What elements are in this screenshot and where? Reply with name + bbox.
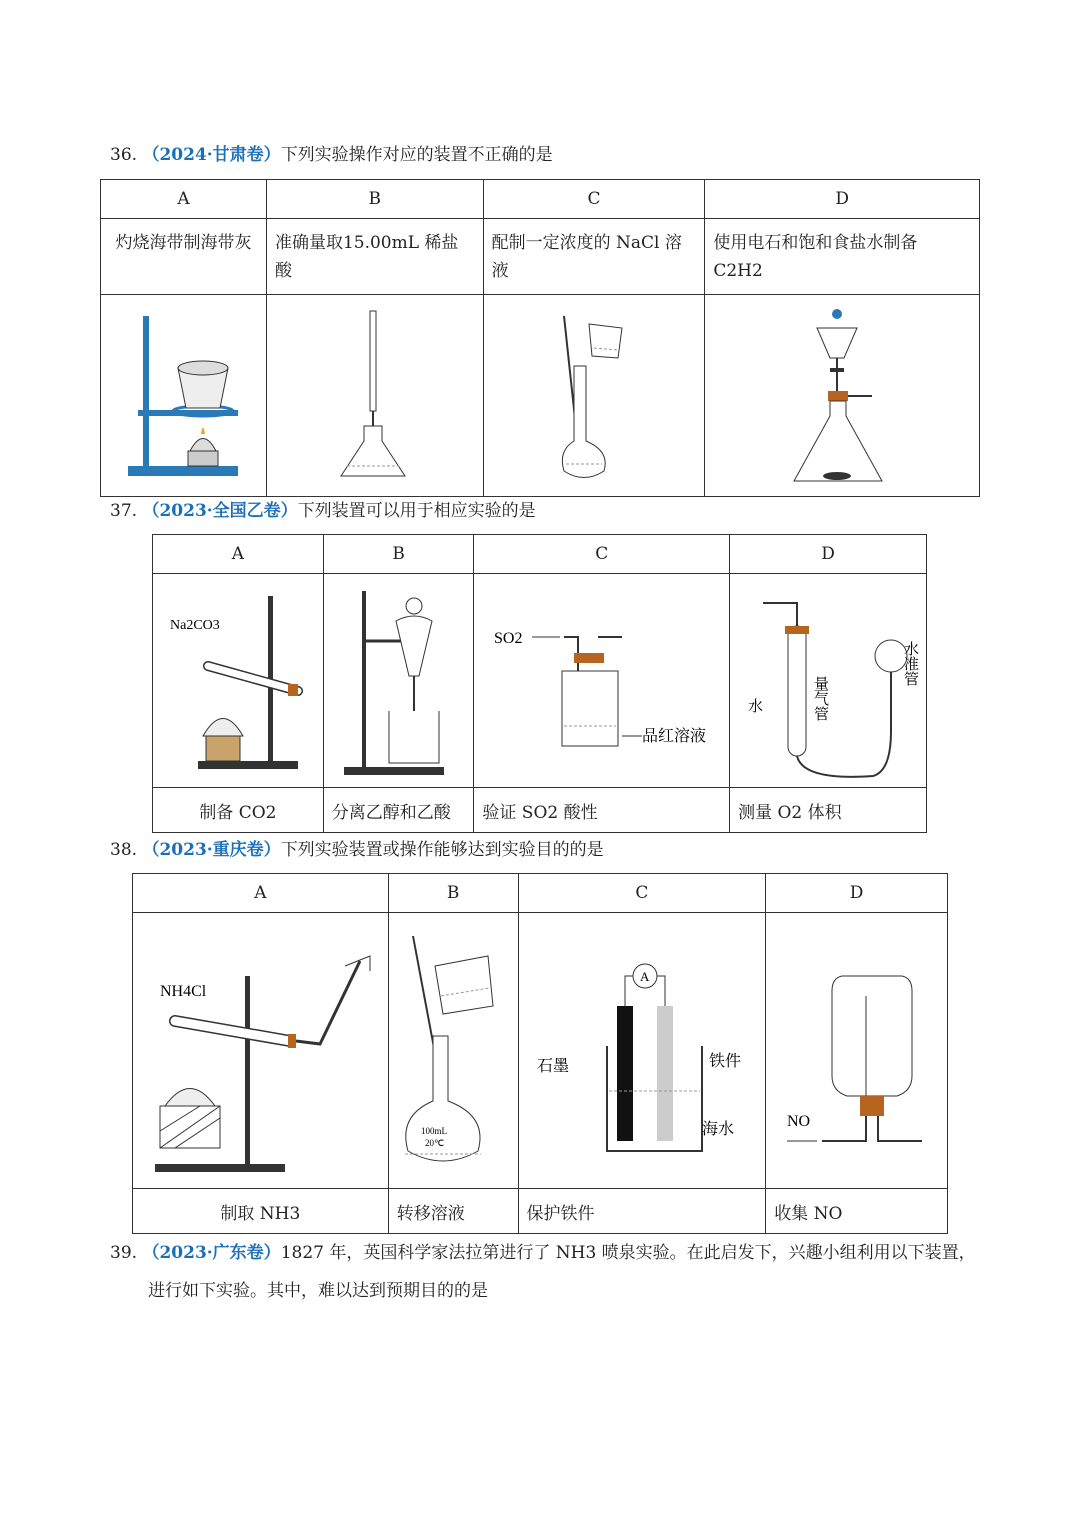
option-b-caption: 转移溶液 <box>388 1189 518 1234</box>
option-d-header: D <box>730 535 927 574</box>
option-c-figure <box>483 295 705 497</box>
option-b-figure <box>266 295 483 497</box>
cathodic-protection-icon <box>527 926 757 1176</box>
gas-washing-bottle-icon <box>482 581 722 781</box>
question-36-stem: 36. （2024·甘肃卷）下列实验操作对应的装置不正确的是 <box>110 145 553 165</box>
crucible-stand-icon <box>108 306 258 486</box>
gas-burette-icon <box>733 581 923 781</box>
option-b-header: B <box>388 874 518 913</box>
figure-label: NO <box>786 1112 810 1130</box>
option-a-header: A <box>153 535 324 574</box>
option-c-caption: 验证 SO2 酸性 <box>474 788 730 833</box>
option-a-caption: 制取 NH3 <box>133 1189 389 1234</box>
question-38-table <box>132 873 948 1234</box>
option-c-header: C <box>518 874 766 913</box>
figure-tube2-label: 水准管 <box>902 640 921 686</box>
option-a-figure <box>101 295 267 497</box>
figure-label: NH4Cl <box>160 982 207 1000</box>
question-37-table <box>152 534 927 833</box>
question-36-source: （2024·甘肃卷） <box>142 145 281 165</box>
option-d-caption: 收集 NO <box>766 1189 948 1234</box>
option-d-figure <box>705 295 980 497</box>
option-b-caption: 分离乙醇和乙酸 <box>323 788 474 833</box>
option-b-figure <box>323 574 474 788</box>
volumetric-flask-transfer-icon <box>393 926 513 1176</box>
option-c-desc: 配制一定浓度的 NaCl 溶液 <box>483 219 705 295</box>
option-c-header: C <box>474 535 730 574</box>
question-39-source: （2023·广东卷） <box>142 1243 281 1263</box>
option-c-header: C <box>483 180 705 219</box>
question-38-source: （2023·重庆卷） <box>142 840 281 860</box>
separatory-funnel-icon <box>334 581 464 781</box>
figure-tube1-label: 量气管 <box>812 675 831 721</box>
flask-temp-label: 20℃ <box>425 1137 445 1148</box>
option-c-figure <box>518 913 766 1189</box>
option-a-header: A <box>133 874 389 913</box>
option-c-caption: 保护铁件 <box>518 1189 766 1234</box>
flask-volume-label: 100mL <box>421 1125 448 1136</box>
option-b-header: B <box>323 535 474 574</box>
option-d-caption: 测量 O2 体积 <box>730 788 927 833</box>
ammeter-label: A <box>639 968 650 984</box>
option-c-figure <box>474 574 730 788</box>
gas-generator-icon <box>782 306 902 486</box>
iron-label: 铁件 <box>708 1050 741 1070</box>
option-a-caption: 制备 CO2 <box>153 788 324 833</box>
question-37-stem: 37. （2023·全国乙卷）下列装置可以用于相应实验的是 <box>110 501 536 521</box>
option-b-figure <box>388 913 518 1189</box>
question-39-stem: 39. （2023·广东卷）1827 年，英国科学家法拉第进行了 NH3 喷泉实验。在此启发下，兴趣小组利用以下装置， <box>110 1243 976 1263</box>
ammonia-apparatus-icon <box>140 926 380 1176</box>
option-a-header: A <box>101 180 267 219</box>
option-d-desc: 使用电石和饱和食盐水制备 C2H2 <box>705 219 980 295</box>
question-39-line2: 进行如下实验。其中，难以达到预期目的的是 <box>148 1281 488 1301</box>
volumetric-flask-icon <box>544 306 644 486</box>
option-d-figure <box>730 574 927 788</box>
option-a-desc: 灼烧海带制海带灰 <box>101 219 267 295</box>
seawater-label: 海水 <box>701 1118 734 1138</box>
burette-flask-icon <box>330 306 420 486</box>
option-b-header: B <box>266 180 483 219</box>
option-d-header: D <box>705 180 980 219</box>
figure-gas-label: SO2 <box>493 629 523 647</box>
figure-label: Na2CO3 <box>169 617 220 633</box>
gas-collection-bottle-icon <box>772 926 942 1176</box>
figure-liquid-label: 品红溶液 <box>641 725 706 745</box>
option-b-desc: 准确量取15.00mL 稀盐酸 <box>266 219 483 295</box>
option-d-header: D <box>766 874 948 913</box>
question-37-source: （2023·全国乙卷） <box>142 501 298 521</box>
option-d-figure <box>766 913 948 1189</box>
figure-water-label: 水 <box>748 696 764 715</box>
option-a-figure <box>153 574 324 788</box>
question-36-table <box>100 179 980 497</box>
option-a-figure <box>133 913 389 1189</box>
graphite-label: 石墨 <box>536 1055 569 1075</box>
question-38-stem: 38. （2023·重庆卷）下列实验装置或操作能够达到实验目的的是 <box>110 840 604 860</box>
heating-tube-icon <box>158 581 318 781</box>
